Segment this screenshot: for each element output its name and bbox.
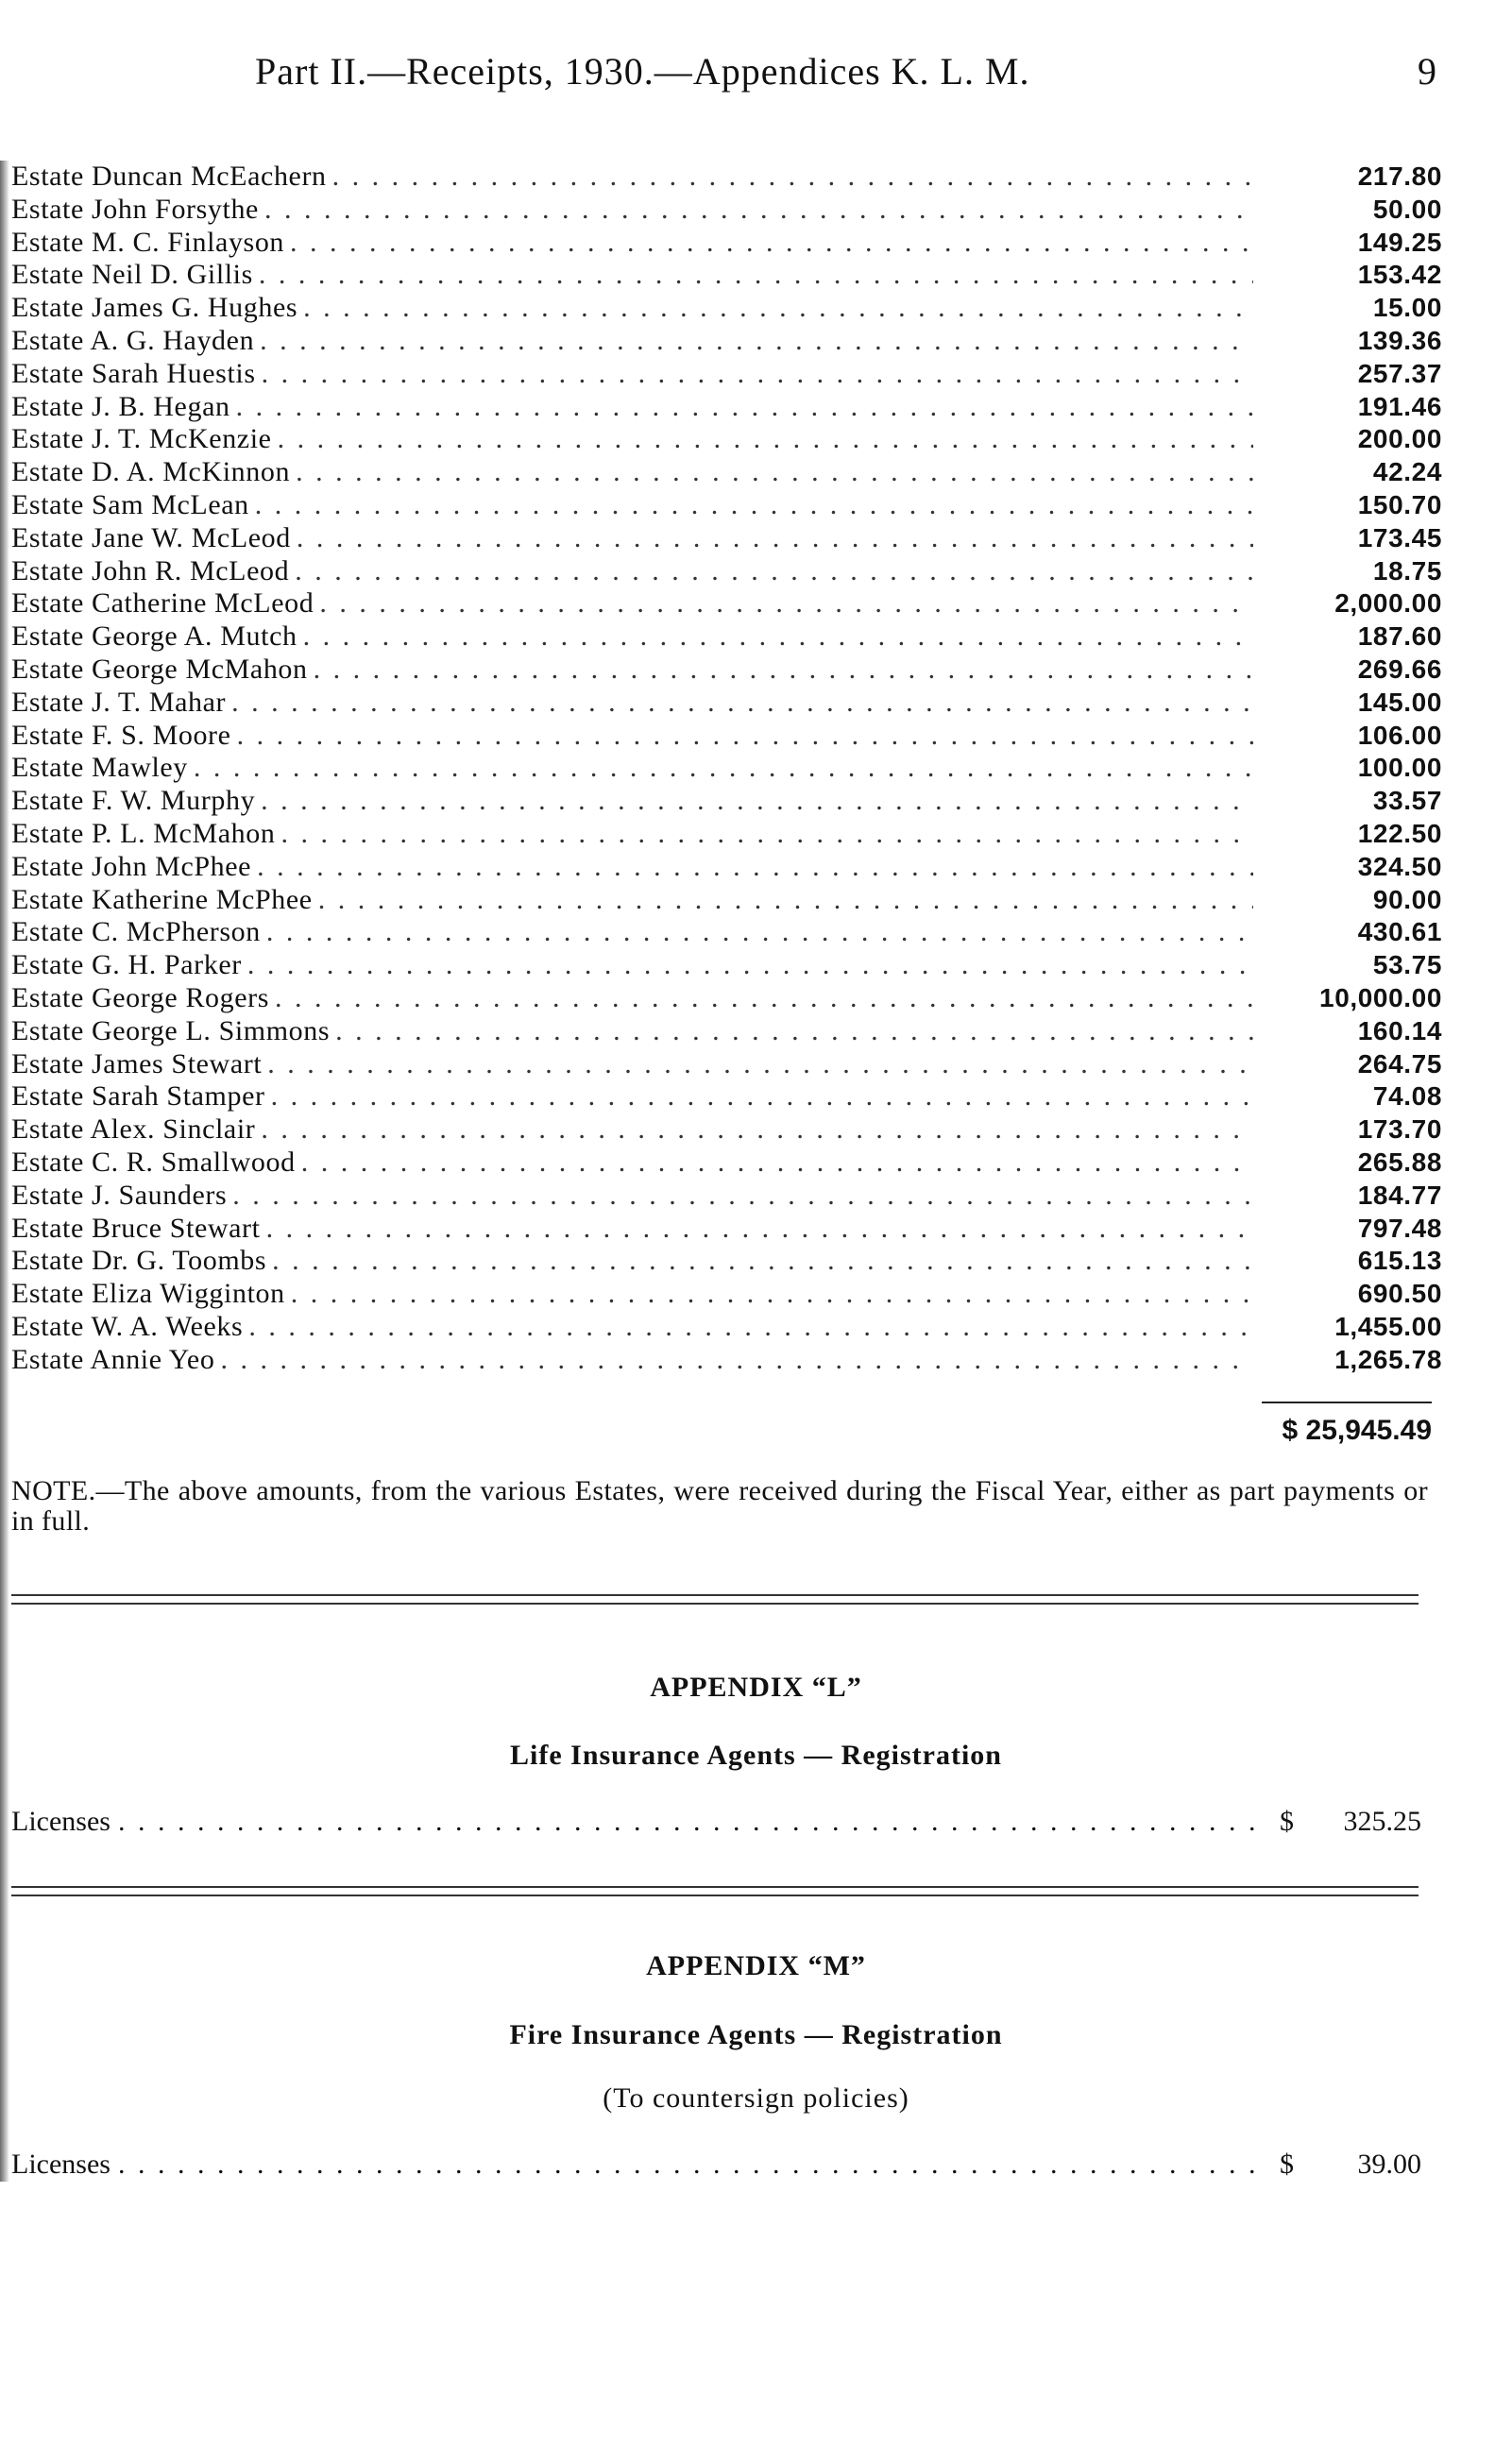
dot-leader bbox=[118, 2149, 1257, 2181]
dot-leader bbox=[220, 1344, 1253, 1377]
estate-name: Estate Duncan McEachern bbox=[11, 161, 327, 192]
estate-row bbox=[11, 720, 1442, 753]
estate-amount: 122.50 bbox=[1357, 818, 1442, 848]
dot-leader bbox=[332, 161, 1253, 194]
estate-row bbox=[11, 325, 1442, 358]
dot-leader bbox=[259, 259, 1253, 292]
estate-name: Estate Alex. Sinclair bbox=[11, 1113, 256, 1146]
estate-amount: 15.00 bbox=[1372, 293, 1442, 323]
estate-row bbox=[11, 555, 1442, 588]
dot-leader bbox=[231, 687, 1253, 720]
dot-leader bbox=[266, 916, 1253, 949]
dot-leader bbox=[260, 325, 1253, 358]
estate-amount: 187.60 bbox=[1357, 621, 1442, 652]
estate-name: Estate James G. Hughes bbox=[11, 292, 298, 324]
dot-leader bbox=[261, 785, 1253, 818]
estate-row bbox=[11, 1278, 1442, 1311]
dot-leader bbox=[232, 1180, 1253, 1213]
estate-name: Estate Sarah Huestis bbox=[11, 357, 256, 389]
estate-row bbox=[11, 818, 1442, 851]
dot-leader bbox=[297, 522, 1253, 555]
estate-amount: 1,455.00 bbox=[1334, 1311, 1442, 1341]
estate-row bbox=[11, 227, 1442, 260]
estate-amount: 257.37 bbox=[1357, 358, 1442, 388]
appendix-m-licenses-row bbox=[11, 2149, 1421, 2181]
estate-amount: 265.88 bbox=[1357, 1147, 1442, 1177]
dot-leader bbox=[247, 949, 1253, 982]
licenses-amount: 39.00 bbox=[1357, 2149, 1421, 2180]
estate-amount: 200.00 bbox=[1357, 424, 1442, 454]
estate-row bbox=[11, 1048, 1442, 1081]
dot-leader bbox=[291, 1278, 1253, 1311]
dot-leader bbox=[296, 456, 1253, 489]
dot-leader bbox=[280, 818, 1253, 851]
estate-amount: 106.00 bbox=[1357, 720, 1442, 750]
estate-amount: 173.70 bbox=[1357, 1114, 1442, 1145]
estate-row bbox=[11, 785, 1442, 818]
estate-name: Estate P. L. McMahon bbox=[11, 817, 276, 849]
estate-name: Estate John R. McLeod bbox=[11, 554, 290, 586]
estate-name: Estate F. W. Murphy bbox=[11, 785, 256, 817]
estate-row bbox=[11, 161, 1442, 194]
dot-leader bbox=[278, 423, 1253, 456]
estate-row bbox=[11, 358, 1442, 391]
appendix-l-subtitle: Life Insurance Agents — Registration bbox=[510, 1740, 1002, 1771]
estate-name: Estate Jane W. McLeod bbox=[11, 521, 291, 553]
estate-amount: 42.24 bbox=[1372, 457, 1442, 487]
dot-leader bbox=[264, 194, 1253, 227]
dot-leader bbox=[266, 1213, 1253, 1246]
header-title: Part II.—Receipts, 1930.—Appendices K. L. M. bbox=[255, 50, 1030, 93]
estate-row bbox=[11, 1180, 1442, 1213]
estate-name: Estate Katherine McPhee bbox=[11, 883, 313, 915]
estate-row bbox=[11, 982, 1442, 1015]
estate-row bbox=[11, 1245, 1442, 1278]
estate-row bbox=[11, 620, 1442, 654]
dot-leader bbox=[262, 358, 1253, 391]
estate-amount: 324.50 bbox=[1357, 851, 1442, 881]
dot-leader bbox=[295, 555, 1253, 588]
estate-amount: 690.50 bbox=[1357, 1279, 1442, 1309]
estate-row bbox=[11, 1080, 1442, 1113]
estate-name: Estate C. R. Smallwood bbox=[11, 1146, 296, 1178]
estate-name: Estate G. H. Parker bbox=[11, 949, 242, 981]
dot-leader bbox=[261, 1113, 1253, 1147]
estate-receipts-list bbox=[11, 161, 1442, 1376]
estate-amount: 184.77 bbox=[1357, 1180, 1442, 1210]
estate-amount: 139.36 bbox=[1357, 325, 1442, 355]
page-number: 9 bbox=[1418, 50, 1436, 93]
dot-leader bbox=[303, 292, 1253, 325]
dot-leader bbox=[290, 227, 1253, 260]
dot-leader bbox=[267, 1048, 1253, 1081]
estate-amount: 100.00 bbox=[1357, 753, 1442, 783]
estate-amount: 269.66 bbox=[1357, 654, 1442, 684]
estate-name: Estate C. McPherson bbox=[11, 916, 261, 948]
estate-amount: 160.14 bbox=[1357, 1015, 1442, 1045]
currency-symbol: $ bbox=[1280, 2149, 1294, 2180]
dot-leader bbox=[194, 752, 1253, 785]
estate-name: Estate Bruce Stewart bbox=[11, 1212, 261, 1244]
section-divider-m bbox=[11, 1886, 1419, 1896]
dot-leader bbox=[301, 1147, 1253, 1180]
estate-name: Estate W. A. Weeks bbox=[11, 1310, 244, 1342]
estate-amount: 153.42 bbox=[1357, 260, 1442, 290]
estate-amount: 217.80 bbox=[1357, 161, 1442, 191]
estates-total: $ 25,945.49 bbox=[1282, 1415, 1432, 1446]
estate-row bbox=[11, 654, 1442, 687]
estate-amount: 430.61 bbox=[1357, 917, 1442, 947]
licenses-label: Licenses bbox=[11, 1806, 110, 1837]
dot-leader bbox=[303, 620, 1253, 654]
estate-name: Estate George McMahon bbox=[11, 653, 308, 685]
estate-amount: 797.48 bbox=[1357, 1213, 1442, 1243]
estate-name: Estate Annie Yeo bbox=[11, 1343, 215, 1375]
estate-row bbox=[11, 522, 1442, 555]
estate-row bbox=[11, 752, 1442, 785]
estate-row bbox=[11, 587, 1442, 620]
dot-leader bbox=[255, 489, 1253, 522]
currency-symbol: $ bbox=[1280, 1806, 1294, 1837]
estate-name: Estate Catherine McLeod bbox=[11, 587, 314, 620]
estate-name: Estate M. C. Finlayson bbox=[11, 226, 285, 258]
estate-name: Estate Mawley bbox=[11, 752, 188, 784]
dot-leader bbox=[271, 1080, 1253, 1113]
estate-name: Estate D. A. McKinnon bbox=[11, 456, 291, 488]
estate-amount: 18.75 bbox=[1372, 555, 1442, 586]
page-header bbox=[0, 49, 1512, 106]
dot-leader bbox=[237, 720, 1253, 753]
estate-name: Estate George L. Simmons bbox=[11, 1014, 331, 1046]
dot-leader bbox=[272, 1245, 1253, 1278]
estate-row bbox=[11, 456, 1442, 489]
estate-amount: 149.25 bbox=[1357, 227, 1442, 257]
estate-amount: 33.57 bbox=[1372, 786, 1442, 816]
dot-leader bbox=[118, 1806, 1257, 1838]
estate-row bbox=[11, 423, 1442, 456]
appendix-l-licenses-row bbox=[11, 1806, 1421, 1838]
estate-name: Estate Sam McLean bbox=[11, 488, 249, 520]
estate-row bbox=[11, 489, 1442, 522]
estate-row bbox=[11, 1147, 1442, 1180]
estate-name: Estate John McPhee bbox=[11, 850, 252, 882]
estate-row bbox=[11, 259, 1442, 292]
appendix-l-title: APPENDIX “L” bbox=[650, 1672, 862, 1703]
estate-row bbox=[11, 292, 1442, 325]
estate-name: Estate J. Saunders bbox=[11, 1179, 228, 1211]
estate-amount: 50.00 bbox=[1372, 194, 1442, 224]
estate-amount: 74.08 bbox=[1372, 1081, 1442, 1112]
estate-name: Estate James Stewart bbox=[11, 1047, 263, 1079]
note-paragraph: NOTE.—The above amounts, from the various Estates, were received during the Fiscal Year, either as part payments or in full. bbox=[11, 1475, 1428, 1537]
estate-name: Estate Neil D. Gillis bbox=[11, 259, 253, 291]
estate-name: Estate Dr. G. Toombs bbox=[11, 1245, 267, 1277]
section-divider-l bbox=[11, 1594, 1419, 1605]
estate-name: Estate J. T. Mahar bbox=[11, 686, 227, 718]
estate-name: Estate George A. Mutch bbox=[11, 620, 297, 653]
total-rule bbox=[1262, 1402, 1432, 1403]
estate-row bbox=[11, 1213, 1442, 1246]
estate-amount: 145.00 bbox=[1357, 687, 1442, 717]
estate-name: Estate John Forsythe bbox=[11, 193, 259, 225]
estate-row bbox=[11, 1344, 1442, 1377]
estate-row bbox=[11, 851, 1442, 884]
dot-leader bbox=[335, 1015, 1253, 1048]
estate-amount: 150.70 bbox=[1357, 489, 1442, 519]
estate-amount: 264.75 bbox=[1357, 1048, 1442, 1079]
dot-leader bbox=[236, 391, 1253, 424]
estate-name: Estate George Rogers bbox=[11, 981, 270, 1013]
estate-name: Estate F. S. Moore bbox=[11, 719, 231, 751]
estate-row bbox=[11, 687, 1442, 720]
estate-name: Estate J. B. Hegan bbox=[11, 390, 230, 422]
appendix-m-subtitle: Fire Insurance Agents — Registration bbox=[509, 2019, 1003, 2050]
estate-row bbox=[11, 1311, 1442, 1344]
page-binding-edge bbox=[0, 161, 9, 2182]
estate-amount: 173.45 bbox=[1357, 522, 1442, 552]
estate-amount: 2,000.00 bbox=[1334, 588, 1442, 619]
appendix-m-note: (To countersign policies) bbox=[603, 2082, 909, 2114]
estate-row bbox=[11, 1015, 1442, 1048]
dot-leader bbox=[319, 587, 1253, 620]
dot-leader bbox=[275, 982, 1253, 1015]
estate-name: Estate Sarah Stamper bbox=[11, 1080, 265, 1113]
dot-leader bbox=[318, 884, 1253, 917]
estate-row bbox=[11, 916, 1442, 949]
estate-row bbox=[11, 949, 1442, 982]
estate-row bbox=[11, 1113, 1442, 1147]
estate-row bbox=[11, 194, 1442, 227]
estate-name: Estate A. G. Hayden bbox=[11, 324, 255, 356]
estate-amount: 53.75 bbox=[1372, 950, 1442, 980]
estate-name: Estate J. T. McKenzie bbox=[11, 423, 272, 455]
estate-amount: 191.46 bbox=[1357, 391, 1442, 421]
dot-leader bbox=[257, 851, 1253, 884]
dot-leader bbox=[314, 654, 1253, 687]
licenses-label: Licenses bbox=[11, 2149, 110, 2180]
licenses-amount: 325.25 bbox=[1343, 1806, 1421, 1837]
estate-amount: 1,265.78 bbox=[1334, 1344, 1442, 1374]
estate-amount: 615.13 bbox=[1357, 1246, 1442, 1276]
estate-row bbox=[11, 884, 1442, 917]
estate-name: Estate Eliza Wigginton bbox=[11, 1278, 285, 1310]
estate-row bbox=[11, 391, 1442, 424]
appendix-m-title: APPENDIX “M” bbox=[646, 1950, 866, 1981]
dot-leader bbox=[248, 1311, 1253, 1344]
estate-amount: 90.00 bbox=[1372, 884, 1442, 914]
estate-amount: 10,000.00 bbox=[1319, 982, 1442, 1012]
